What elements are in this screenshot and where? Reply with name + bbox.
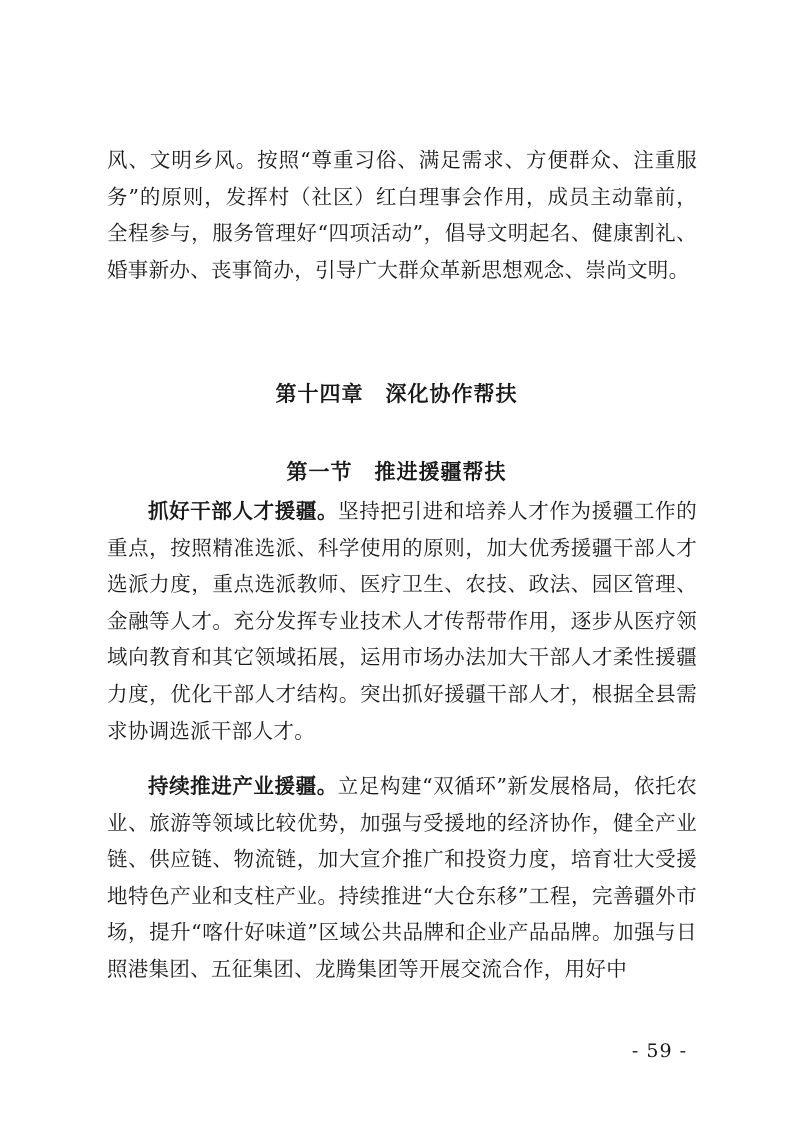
intro-paragraph: [107, 142, 697, 288]
chapter-heading: [0, 378, 793, 408]
section-number: 第一节: [286, 459, 353, 484]
paragraph-body: 坚持把引进和培养人才作为援疆工作的重点，按照精准选派、科学使用的原则，加大优秀援疆干部人才选派力度，重点选派教师、医疗卫生、农技、政法、园区管理、金融等人才。充分发挥专业技术人才传帮带作用，逐步从医疗领域向教育和其它领域拓展，运用市场办法加大干部人才柔性援疆力度，优化干部人才结构。突出抓好援疆干部人才，根据全县需求协调选派干部人才。: [107, 499, 697, 743]
paragraph-lead: 持续推进产业援疆。: [148, 774, 338, 798]
paragraph-body: 立足构建“双循环”新发展格局，依托农业、旅游等领域比较优势，加强与受援地的经济协作，健全产业链、供应链、物流链，加大宣介推广和投资力度，培育壮大受援地特色产业和支柱产业。持续推进“大仓东移”工程，完善疆外市场，提升“喀什好味道”区域公共品牌和企业产品品牌。加强与日照港集团、五征集团、龙腾集团等开展交流合作，用好中: [107, 774, 698, 981]
chapter-title: 深化协作帮扶: [385, 381, 518, 406]
paragraph-lead: 抓好干部人才援疆。: [148, 499, 339, 523]
page-number: - 59 -: [631, 1040, 687, 1062]
intro-text: 风、文明乡风。按照“尊重习俗、满足需求、方便群众、注重服务”的原则，发挥村（社区）红白理事会作用，成员主动靠前，全程参与，服务管理好“四项活动”，倡导文明起名、健康割礼、婚事新办、丧事简办，引导广大群众革新思想观念、崇尚文明。: [107, 148, 697, 282]
chapter-number: 第十四章: [275, 381, 364, 406]
paragraph-industry: [107, 768, 697, 988]
section-title: 推进援疆帮扶: [374, 459, 507, 484]
paragraph-cadre-talent: [107, 493, 697, 749]
section-heading: [0, 456, 793, 486]
